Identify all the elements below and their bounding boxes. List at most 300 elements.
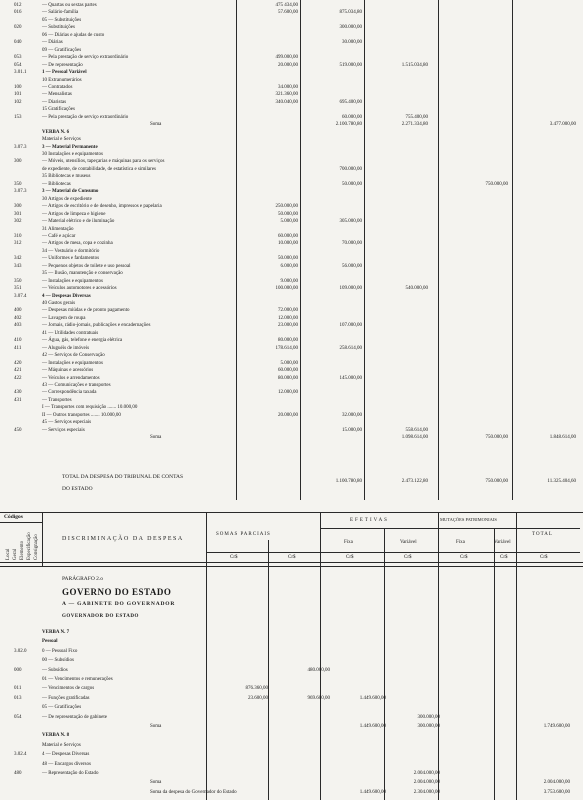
row-amount: 2.271.334,80 [401, 122, 428, 128]
row-description: Soma [150, 780, 162, 786]
ledger-row [0, 234, 583, 240]
row-description: 35 Bibliotecas e museus [42, 174, 91, 180]
row-description: 3 — Material Permanente [42, 144, 98, 150]
row-amount: 250.000,00 [275, 204, 298, 210]
row-description: — Correspondência taxada [42, 390, 97, 396]
ledger-row [0, 353, 583, 359]
row-description: Soma da despesa do Governador do Estado [150, 789, 237, 795]
ledger-row [0, 346, 583, 352]
unit-label: Cr$ [288, 555, 296, 560]
row-amount: 72.000,00 [278, 308, 298, 314]
row-amount: 56.000,00 [342, 263, 362, 269]
row-code: 431 [14, 397, 22, 403]
row-amount: 1.515.034,80 [401, 62, 428, 68]
ledger-row [0, 33, 583, 39]
row-amount: 1.749.600,00 [543, 724, 570, 729]
row-code: 420 [14, 360, 22, 366]
row-amount: 321.360,00 [275, 92, 298, 98]
row-amount: 34.000,00 [278, 84, 298, 90]
ledger-row [0, 100, 583, 106]
unit-label: Cr$ [500, 555, 508, 560]
governo-title: GOVERNO DO ESTADO [62, 587, 172, 597]
ledger-row [0, 286, 583, 292]
row-amount: 100.000,00 [275, 286, 298, 292]
row-code: 411 [14, 345, 22, 351]
row-amount: 519.000,00 [339, 62, 362, 68]
row-amount: 6.000,00 [280, 263, 298, 269]
row-amount: 9.000,00 [280, 278, 298, 284]
ledger-row [0, 78, 583, 84]
row-description: 34 — Vestuário e dormitório [42, 248, 100, 254]
row-description: 05 — Substituições [42, 17, 82, 23]
row-description: 42 — Serviços de Conservação [42, 353, 105, 359]
ledger-row [0, 790, 583, 796]
row-amount: 475 434,00 [275, 3, 298, 8]
ledger-row [0, 361, 583, 367]
row-description: — Café e açúcar [42, 233, 76, 239]
row-description: de expediente, de contabilidade, de estatística e similares [42, 166, 156, 172]
row-amount: 50.000,00 [278, 256, 298, 262]
row-code: 000 [14, 667, 22, 673]
row-code: 403 [14, 323, 22, 329]
row-amount: 23.000,00 [278, 323, 298, 329]
row-description: 4 — Despesas Diversas [42, 293, 91, 299]
row-amount: 3.477.000,00 [549, 122, 576, 128]
ledger-row [0, 271, 583, 277]
vlabel-elemento: Elemento [20, 540, 25, 560]
unit-label: Cr$ [404, 555, 412, 560]
row-amount: 969.600,00 [307, 695, 330, 701]
ledger-row [0, 92, 583, 98]
ledger-row [0, 197, 583, 203]
row-description: — Aluguéis de imóveis [42, 345, 90, 351]
row-amount: 80.000,00 [278, 375, 298, 381]
row-description: — Instalações e equipamentos [42, 278, 103, 284]
ledger-row [0, 70, 583, 76]
row-amount: 5.000,00 [280, 360, 298, 366]
row-description: Pessoal [42, 639, 58, 645]
row-code: 301 [14, 211, 22, 217]
row-amount: 1.449.600,00 [359, 695, 386, 701]
ledger-row [0, 241, 583, 247]
row-amount: 300.000,00 [417, 714, 440, 720]
ledger-row [0, 752, 583, 758]
row-amount: 340.040,00 [275, 99, 298, 105]
row-description: — Artigos de mesa, copa e cozinha [42, 241, 113, 247]
row-code: 3.02.0 [14, 648, 27, 654]
ledger-row [0, 256, 583, 262]
row-code: 011 [14, 686, 22, 692]
row-amount: 60.000,00 [278, 368, 298, 374]
ledger-row [0, 630, 583, 636]
row-code: 410 [14, 338, 22, 344]
row-code: 350 [14, 181, 22, 187]
row-code: 013 [14, 695, 22, 701]
ledger-row [0, 18, 583, 24]
ledger-row [0, 316, 583, 322]
efetivas-rule [320, 528, 580, 529]
ledger-row [0, 301, 583, 307]
unit-label: Cr$ [460, 555, 468, 560]
row-description: — Funções gratificadas [42, 695, 90, 701]
efetivas-header: EFETIVAS [350, 518, 389, 523]
row-amount: 300.000,00 [417, 724, 440, 729]
row-description: — Artigos de escritório e de desenho, impressos e papelaria [42, 204, 162, 210]
ledger-row [0, 227, 583, 233]
row-code: 450 [14, 427, 22, 433]
row-description: — De representação [42, 62, 83, 68]
row-description: — Vencimentos de cargos [42, 686, 95, 692]
ledger-row [0, 130, 583, 136]
somas-parciais-header: SOMAS PARCIAIS [216, 532, 271, 537]
row-description: — Pela prestação de serviço extraordinário [42, 114, 129, 120]
row-description: — Contratados [42, 84, 73, 90]
row-description: 48 — Encargos diversos [42, 761, 91, 767]
total-fixa: 1.100.780,80 [335, 479, 362, 484]
ledger-row [0, 25, 583, 31]
ledger-row [0, 219, 583, 225]
variavel2-header: Variável [494, 540, 511, 545]
paragrafo-title: PARÁGRAFO 2.o [62, 576, 104, 582]
ledger-row [0, 398, 583, 404]
row-description: — Despesas miúdas e de pronto pagamento [42, 308, 130, 314]
row-code: 3.01.1 [14, 70, 27, 76]
ledger-row [0, 413, 583, 419]
gabinete-title: A — GABINETE DO GOVERNADOR [62, 601, 176, 607]
ledger-row [0, 338, 583, 344]
row-code: 053 [14, 55, 22, 61]
ledger-row [0, 204, 583, 210]
ledger-row [0, 743, 583, 749]
row-description: — Bibliotecas [42, 181, 71, 187]
row-code: 102 [14, 99, 22, 105]
row-description: — Substituições [42, 25, 75, 31]
row-description: VERBA N. 7 [42, 630, 70, 635]
ledger-row [0, 55, 583, 61]
total-header: TOTAL [532, 532, 553, 537]
row-code: 054 [14, 62, 22, 68]
row-description: Material e Serviços [42, 742, 81, 748]
header-top-rule [0, 512, 583, 513]
ledger-row [0, 10, 583, 16]
fixa-header: Fixa [344, 540, 353, 545]
vlabel-local: Local [6, 548, 11, 560]
row-code: 3.07.4 [14, 293, 27, 299]
row-code: 402 [14, 315, 22, 321]
ledger-row [0, 405, 583, 411]
row-description: 10 Extranumerários [42, 77, 82, 83]
row-amount: 700.000,00 [339, 166, 362, 172]
ledger-row [0, 686, 583, 692]
ledger-row [0, 294, 583, 300]
ledger-row [0, 435, 583, 441]
row-description: — Quartas ou sextas partes [42, 3, 97, 8]
ledger-row [0, 174, 583, 180]
row-description: — Serviços especiais [42, 427, 85, 433]
row-description: — Pela prestação de serviço extraordinário [42, 55, 129, 61]
row-description: — Água, gás, telefone e energia elétrica [42, 338, 123, 344]
row-description: 09 — Gratificações [42, 47, 82, 53]
codigos-rule [0, 522, 42, 523]
ledger-row [0, 48, 583, 54]
ledger-row [0, 279, 583, 285]
row-code: 351 [14, 286, 22, 292]
ledger-row [0, 137, 583, 143]
row-code: 101 [14, 92, 22, 98]
governador-title: GOVERNADOR DO ESTADO [62, 614, 139, 619]
ledger-row [0, 159, 583, 165]
row-code: 422 [14, 375, 22, 381]
row-description: — Salário-família [42, 10, 79, 16]
row-amount: 1.449.600,00 [359, 789, 386, 795]
row-description: — Veículos automotores e acessórios [42, 286, 117, 292]
ledger-row [0, 390, 583, 396]
unit-label: Cr$ [540, 555, 548, 560]
row-description: — De representação de gabinete [42, 714, 107, 720]
row-code: 300 [14, 159, 22, 165]
row-amount: 30.000,00 [342, 40, 362, 46]
row-description: VERBA N. 8 [42, 733, 70, 739]
row-amount: 15.000,00 [342, 427, 362, 433]
row-code: 020 [14, 25, 22, 31]
row-amount: 70.000,00 [342, 241, 362, 247]
ledger-row [0, 3, 583, 9]
row-amount: 558.614,00 [405, 427, 428, 433]
ledger-row [0, 668, 583, 674]
unit-rule [206, 552, 580, 553]
row-code: 400 [14, 308, 22, 314]
ledger-row [0, 677, 583, 683]
ledger-row [0, 715, 583, 721]
total-label-1: TOTAL DA DESPESA DO TRIBUNAL DE CONTAS [62, 474, 184, 480]
row-amount: 258.614,00 [339, 345, 362, 351]
row-code: 016 [14, 10, 22, 16]
row-description: Soma [150, 122, 162, 128]
vlabel-consignacao: Consignação [34, 534, 39, 560]
row-description: 43 — Comunicações e transportes [42, 382, 111, 388]
row-amount: 178.614,00 [275, 345, 298, 351]
row-description: 35 — Ilusão, manutenção e conservação [42, 271, 123, 277]
row-code: 343 [14, 263, 22, 269]
row-description: 30 Artigos de expediente [42, 196, 92, 202]
row-code: 040 [14, 40, 22, 46]
ledger-row [0, 658, 583, 664]
ledger-row [0, 63, 583, 69]
ledger-row [0, 40, 583, 46]
row-amount: 60.000,00 [342, 114, 362, 120]
row-description: 06 — Diárias e ajudas de custo [42, 32, 105, 38]
ledger-row [0, 780, 583, 786]
row-description: 0 — Pessoal Fixo [42, 648, 78, 654]
ledger-row [0, 368, 583, 374]
row-description: — Representação do Estado [42, 771, 99, 776]
row-description: — Máquinas e acessórios [42, 368, 94, 374]
row-amount: 32.000,00 [342, 412, 362, 418]
header-bottom-rule [0, 562, 583, 563]
row-description: — Transportes [42, 397, 72, 403]
row-code: 350 [14, 278, 22, 284]
row-description: — Diaristas [42, 99, 67, 105]
ledger-row [0, 639, 583, 645]
ledger-row [0, 189, 583, 195]
row-code: 310 [14, 233, 22, 239]
row-description: 45 — Serviços especiais [42, 420, 92, 426]
row-description: — Jornais, rádio-jornais, publicações e encadernações [42, 323, 151, 329]
row-code: 480 [14, 771, 22, 776]
row-amount: 23.600,00 [248, 695, 268, 701]
row-description: 31 Alimentação [42, 226, 74, 232]
row-amount: 695.400,00 [339, 99, 362, 105]
row-description: — Uniformes e fardamentos [42, 256, 100, 262]
row-amount: 2.100.780,80 [335, 122, 362, 128]
row-description: 00 — Subsídios [42, 658, 74, 664]
row-description: 30 Instalações e equipamentos [42, 152, 103, 157]
row-description: Soma [150, 435, 162, 441]
vlabel-geral: Geral [13, 548, 18, 560]
row-amount: 3.753.600,00 [543, 789, 570, 795]
row-amount: 540.000,00 [405, 286, 428, 292]
row-amount: 107.000,00 [339, 323, 362, 329]
row-amount: 20.000,00 [278, 412, 298, 418]
row-amount: 50.000,00 [278, 211, 298, 217]
row-description: VERBA N. 6 [42, 129, 70, 135]
row-amount: 2.304.000,00 [413, 789, 440, 795]
ledger-row [0, 733, 583, 739]
row-description: 3 — Material de Consumo [42, 189, 99, 195]
variavel-header: Variável [400, 540, 417, 545]
row-code: 012 [14, 3, 22, 8]
ledger-row [0, 249, 583, 255]
row-amount: 755.400,00 [405, 114, 428, 120]
ledger-row [0, 145, 583, 151]
row-code: 3.07.3 [14, 144, 27, 150]
ledger-row [0, 152, 583, 158]
unit-label: Cr$ [346, 555, 354, 560]
ledger-row [0, 649, 583, 655]
ledger-row [0, 264, 583, 270]
row-amount: 57.600,00 [278, 10, 298, 16]
row-amount: 145.000,00 [339, 375, 362, 381]
row-amount: 20.000,00 [278, 62, 298, 68]
ledger-row [0, 323, 583, 329]
ledger-row [0, 85, 583, 91]
row-description: — Material elétrico e de iluminação [42, 219, 115, 225]
row-code: 3.07.3 [14, 189, 27, 195]
row-amount: 750.000,00 [485, 181, 508, 187]
ledger-row [0, 376, 583, 382]
vlabel-especificacao: Especificação [27, 532, 32, 560]
row-amount: 80.000,00 [278, 338, 298, 344]
row-amount: 50.000,00 [342, 181, 362, 187]
ledger-row [0, 762, 583, 768]
row-code: 430 [14, 390, 22, 396]
row-amount: 2.004.000,00 [543, 780, 570, 786]
row-description: Material e Serviços [42, 137, 81, 143]
ledger-row [0, 182, 583, 188]
row-amount: 2.004.000,00 [413, 780, 440, 786]
row-amount: 1.098.614,00 [401, 435, 428, 441]
row-code: 100 [14, 84, 22, 90]
header-bottom-rule-2 [0, 566, 583, 567]
row-amount: 1.848.614,00 [549, 435, 576, 441]
ledger-row [0, 308, 583, 314]
row-code: 054 [14, 714, 22, 720]
ledger-row [0, 122, 583, 128]
row-description: 4 — Despesas Diversas [42, 752, 90, 758]
row-description: 01 — Vencimentos e remunerações [42, 677, 113, 682]
total-mutacoes: 750.000,00 [485, 479, 508, 484]
row-amount: 12.000,00 [278, 390, 298, 396]
row-amount: 10.000,00 [278, 241, 298, 247]
row-description: II — Outros transportes ....... 10.000,00 [42, 412, 121, 418]
ledger-row [0, 771, 583, 777]
row-description: — Veículos e arrendamentos [42, 375, 100, 381]
row-amount: 750.000,00 [485, 435, 508, 441]
fixa2-header: Fixa [456, 540, 465, 545]
row-description: — Diárias [42, 40, 63, 46]
row-description: — Lavagem de roupa [42, 315, 86, 321]
ledger-row [0, 724, 583, 730]
header-col-rule [42, 512, 43, 566]
row-description: — Subsídios [42, 667, 68, 673]
ledger-row [0, 107, 583, 113]
row-amount: 300.000,00 [339, 25, 362, 31]
row-amount: 5.000,00 [280, 219, 298, 225]
ledger-row [0, 331, 583, 337]
row-code: 421 [14, 368, 22, 374]
discriminacao-header: DISCRIMINAÇÃO DA DESPESA [62, 536, 184, 542]
ledger-row [0, 212, 583, 218]
row-amount: 109.000,00 [339, 286, 362, 292]
row-amount: 12.000,00 [278, 315, 298, 321]
row-amount: 875.034,80 [339, 10, 362, 16]
unit-label: Cr$ [230, 555, 238, 560]
row-code: 302 [14, 219, 22, 225]
ledger-row [0, 383, 583, 389]
row-description: 05 — Gratificações [42, 705, 82, 711]
ledger-row [0, 420, 583, 426]
row-code: 312 [14, 241, 22, 247]
row-description: 40 Gastos gerais [42, 301, 76, 306]
row-description: Soma [150, 724, 162, 729]
ledger-row [0, 705, 583, 711]
row-amount: 305.000,00 [339, 219, 362, 225]
row-amount: 2.004.000,00 [413, 771, 440, 776]
row-description: — Instalações e equipamentos [42, 360, 103, 366]
row-description: 15 Gratificações [42, 107, 75, 113]
row-description: 41 — Utilidades contratuais [42, 330, 99, 336]
row-amount: 1.449.600,00 [359, 724, 386, 729]
total-variavel: 2.473.122,80 [401, 479, 428, 484]
row-code: 3.02.4 [14, 752, 27, 758]
ledger-row [0, 167, 583, 173]
row-description: — Mensalistas [42, 92, 72, 98]
total-label-2: DO ESTADO [62, 486, 93, 492]
row-amount: 60.000,00 [278, 233, 298, 239]
row-code: 342 [14, 256, 22, 262]
row-description: I — Transportes com requisição ....... 10.000,00 [42, 405, 138, 411]
ledger-row [0, 696, 583, 702]
row-description: — Móveis, utensílios, tapeçarias e máquinas para os serviços [42, 159, 165, 165]
total-geral: 11.325.404,60 [547, 479, 576, 484]
ledger-row [0, 428, 583, 434]
row-description: 1 — Pessoal Variável [42, 70, 87, 76]
row-amount: 876.360,00 [245, 686, 268, 692]
row-code: 153 [14, 114, 22, 120]
row-code: 300 [14, 204, 22, 210]
row-amount: 480.000,00 [307, 667, 330, 673]
row-description: — Pequenos objetos de toilete e uso pessoal [42, 263, 131, 269]
